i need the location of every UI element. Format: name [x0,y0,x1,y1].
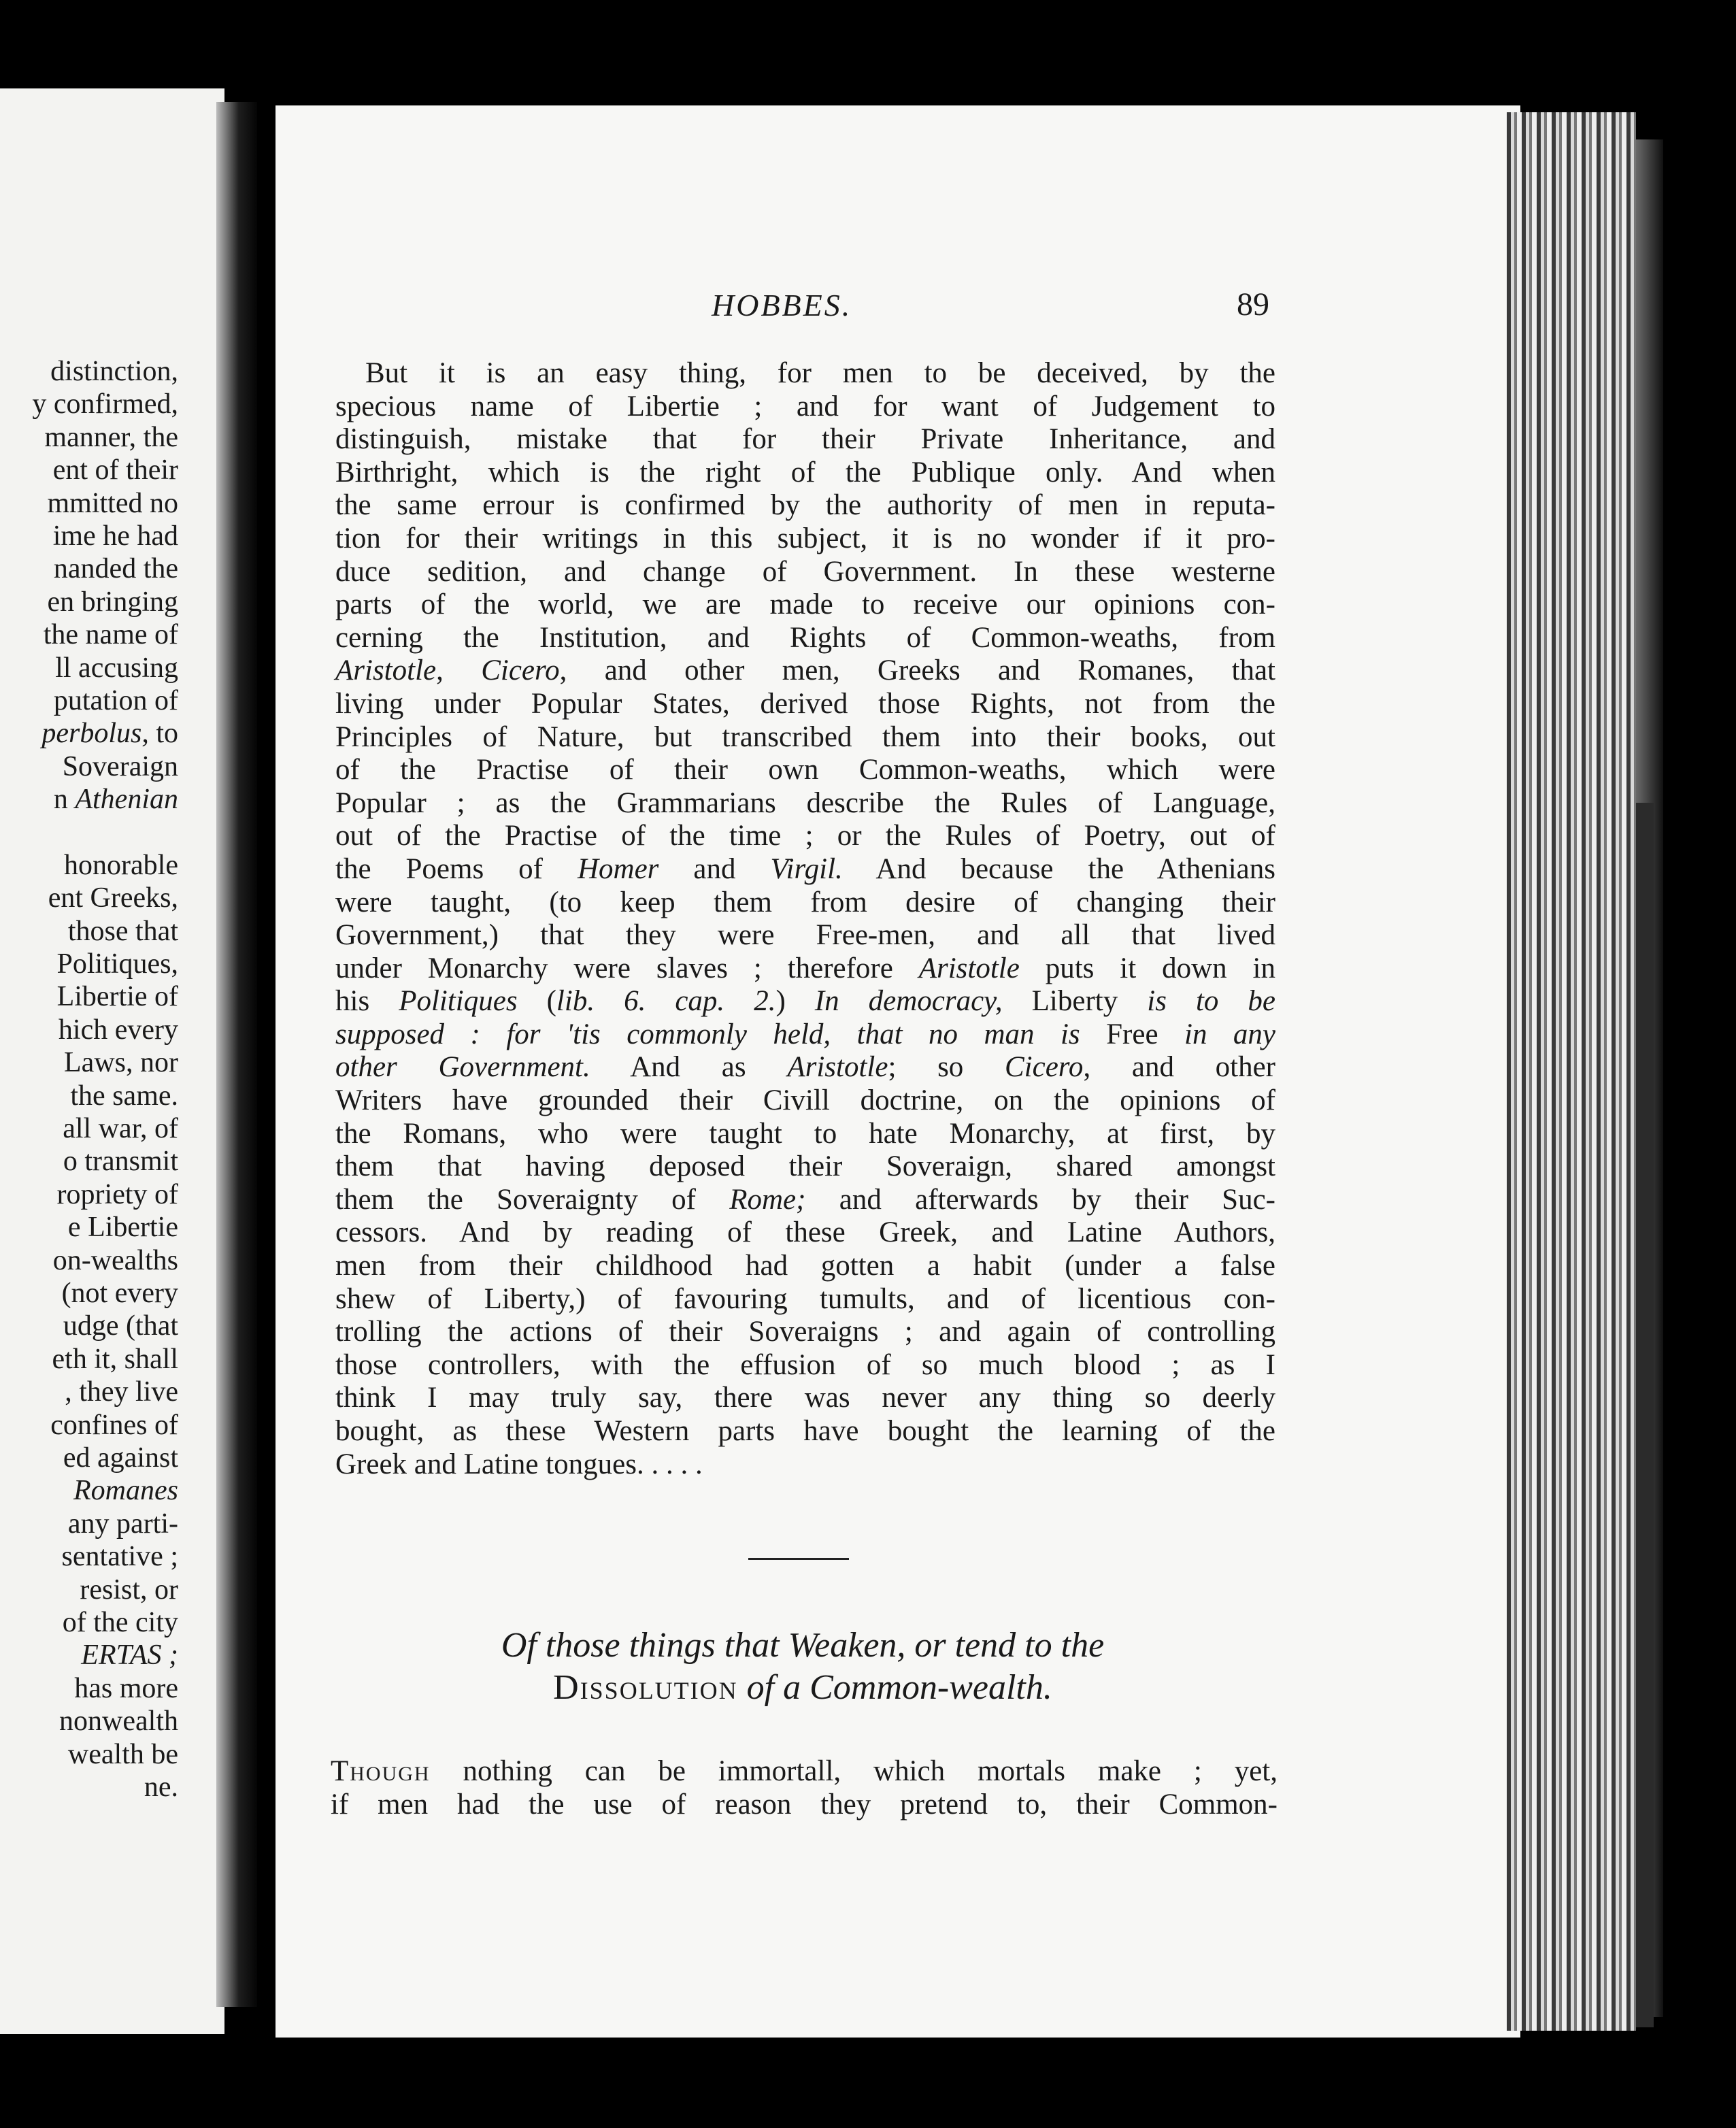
paragraph-line: bought, as these Western parts have bought the learning of the [335,1415,1275,1447]
left-page-line: the name of [43,619,178,651]
left-page-line: wealth be [67,1738,178,1770]
paragraph-line: distinguish, mistake that for their Private Inheritance, and [335,423,1275,456]
opening-small-caps: Though [331,1755,431,1787]
left-page-line: the same. [70,1080,178,1112]
left-page-line: o transmit [63,1146,178,1178]
paragraph-line: shew of Liberty,) of favouring tumults, and of licentious con- [335,1282,1275,1315]
left-page-line: Libertie of [56,981,178,1013]
left-page-line: any parti- [67,1508,178,1540]
paragraph-line: specious name of Libertie ; and for want of Judgement to [335,390,1275,422]
paragraph-line: Aristotle, Cicero, and other men, Greeks and Romanes, that [335,654,1276,687]
left-page-line: of the city [62,1607,178,1639]
left-page-line: has more [74,1672,178,1704]
left-page-line: putation of [53,685,178,717]
left-page-line: udge (that [63,1310,178,1342]
paragraph-line: of the Practise of their own Common-weaths, which were [335,754,1275,786]
left-page-line: all war, of [63,1112,178,1144]
paragraph-line: supposed : for 'tis commonly held, that no man is Free in any [335,1018,1275,1050]
left-page-line: Soveraign [62,750,178,782]
paragraph-line: Popular ; as the Grammarians describe the Rules of Language, [335,786,1275,819]
paragraph-line: out of the Practise of the time ; or the Rules of Poetry, out of [335,820,1275,852]
section-heading-caps: Dissolution [553,1668,738,1707]
left-page-line: , they live [65,1376,178,1408]
left-page-line: resist, or [80,1574,178,1606]
left-page-line: ent Greeks, [48,882,178,914]
left-page-line [32,816,178,849]
paragraph-line: under Monarchy were slaves ; therefore Aristotle puts it down in [335,952,1275,984]
left-page-line: distinction, [50,356,178,387]
paragraph-line: trolling the actions of their Soveraigns ; and again of controlling [335,1316,1275,1348]
book-cover-edge [1636,803,1654,2027]
left-page-line: eth it, shall [52,1343,178,1375]
left-page-line: ropriety of [56,1178,178,1210]
section-heading-italic: of a Common-wealth. [746,1668,1052,1707]
running-head: HOBBES. [712,288,852,322]
paragraph-line: were taught, (to keep them from desire of changing their [335,886,1275,918]
left-page-line: Romanes [73,1475,178,1507]
left-page-line: ne. [144,1772,178,1803]
left-page-line: en bringing [47,586,178,618]
paragraph-line: Principles of Nature, but transcribed them into their books, out [335,720,1275,753]
left-page-line: ERTAS ; [81,1640,178,1672]
left-facing-page [0,88,224,2034]
left-page-line: Laws, nor [64,1047,178,1079]
section-heading [381,1625,1224,1709]
paragraph-line: cerning the Institution, and Rights of Common-weaths, from [335,621,1275,654]
left-page-line: sentative ; [61,1541,178,1573]
paragraph-line: tion for their writings in this subject, it is no wonder if it pro- [335,522,1275,554]
section-heading-line2 [381,1667,1224,1709]
paragraph-line: Birthright, which is the right of the Publique only. And when [335,456,1275,488]
paragraph-line: the same errour is confirmed by the authority of men in reputa- [335,489,1275,522]
left-page-line: those that [67,915,178,947]
left-page-line: ll accusing [55,652,178,684]
left-page-line: confines of [50,1409,178,1441]
left-page-line: ent of their [52,454,178,486]
left-page-line: n Athenian [53,784,178,816]
paragraph-line: the Poems of Homer and Virgil. And because the Athenians [335,852,1275,885]
left-page-line: Politiques, [56,948,178,980]
second-paragraph [331,1755,1278,1821]
left-page-line: hich every [58,1014,178,1046]
page-block-edge [1507,112,1636,2031]
paragraph-line: men from their childhood had gotten a habit (under a false [335,1250,1275,1282]
paragraph-line: think I may truly say, there was never any thing so deerly [335,1382,1275,1414]
paragraph-line: them that having deposed their Soveraign, shared amongst [335,1150,1275,1183]
paragraph-line: Writers have grounded their Civill doctrine, on the opinions of [335,1084,1275,1117]
main-paragraph [335,357,1275,1481]
left-page-line: perbolus, to [41,718,178,750]
page-number: 89 [1237,286,1269,322]
paragraph-line: the Romans, who were taught to hate Monarchy, at first, by [335,1117,1275,1150]
left-page-line: nonwealth [59,1706,178,1738]
left-page-line: e Libertie [67,1212,178,1244]
paragraph-line: But it is an easy thing, for men to be deceived, by the [365,357,1275,389]
left-page-line: ed against [63,1442,178,1474]
paragraph-line: them the Soveraignty of Rome; and afterwards by their Suc- [335,1183,1275,1216]
section-heading-line1: Of those things that Weaken, or tend to the [501,1626,1105,1665]
left-page-line: honorable [64,849,178,881]
paragraph-line: other Government. And as Aristotle; so Cicero, and other [335,1051,1276,1084]
paragraph-line: Government,) that they were Free-men, and all that lived [335,919,1275,952]
paragraph-line: duce sedition, and change of Government. In these westerne [335,555,1275,588]
left-page-line: (not every [61,1277,178,1309]
paragraph-line: his Politiques (lib. 6. cap. 2.) In democracy, Liberty is to be [335,985,1275,1018]
left-page-line: mmitted no [47,487,178,519]
left-page-line: on-wealths [52,1244,178,1276]
left-page-text [32,355,178,1803]
paragraph-line: parts of the world, we are made to receive our opinions con- [335,588,1275,621]
left-page-line: manner, the [44,421,178,453]
section-divider-rule [748,1558,849,1560]
left-page-line: ime he had [52,520,178,552]
paragraph-line: living under Popular States, derived those Rights, not from the [335,687,1275,720]
paragraph-line: those controllers, with the effusion of so much blood ; as I [335,1348,1275,1381]
paragraph-line: cessors. And by reading of these Greek, and Latine Authors, [335,1216,1275,1249]
left-page-line: y confirmed, [32,388,178,420]
book-gutter [216,102,257,2007]
left-page-line: nanded the [53,553,178,585]
paragraph-line: Greek and Latine tongues. . . . . [335,1448,703,1480]
paragraph-line: if men had the use of reason they pretend to, their Common- [331,1788,1278,1821]
paragraph-line: Though nothing can be immortall, which mortals make ; yet, [331,1755,1278,1787]
